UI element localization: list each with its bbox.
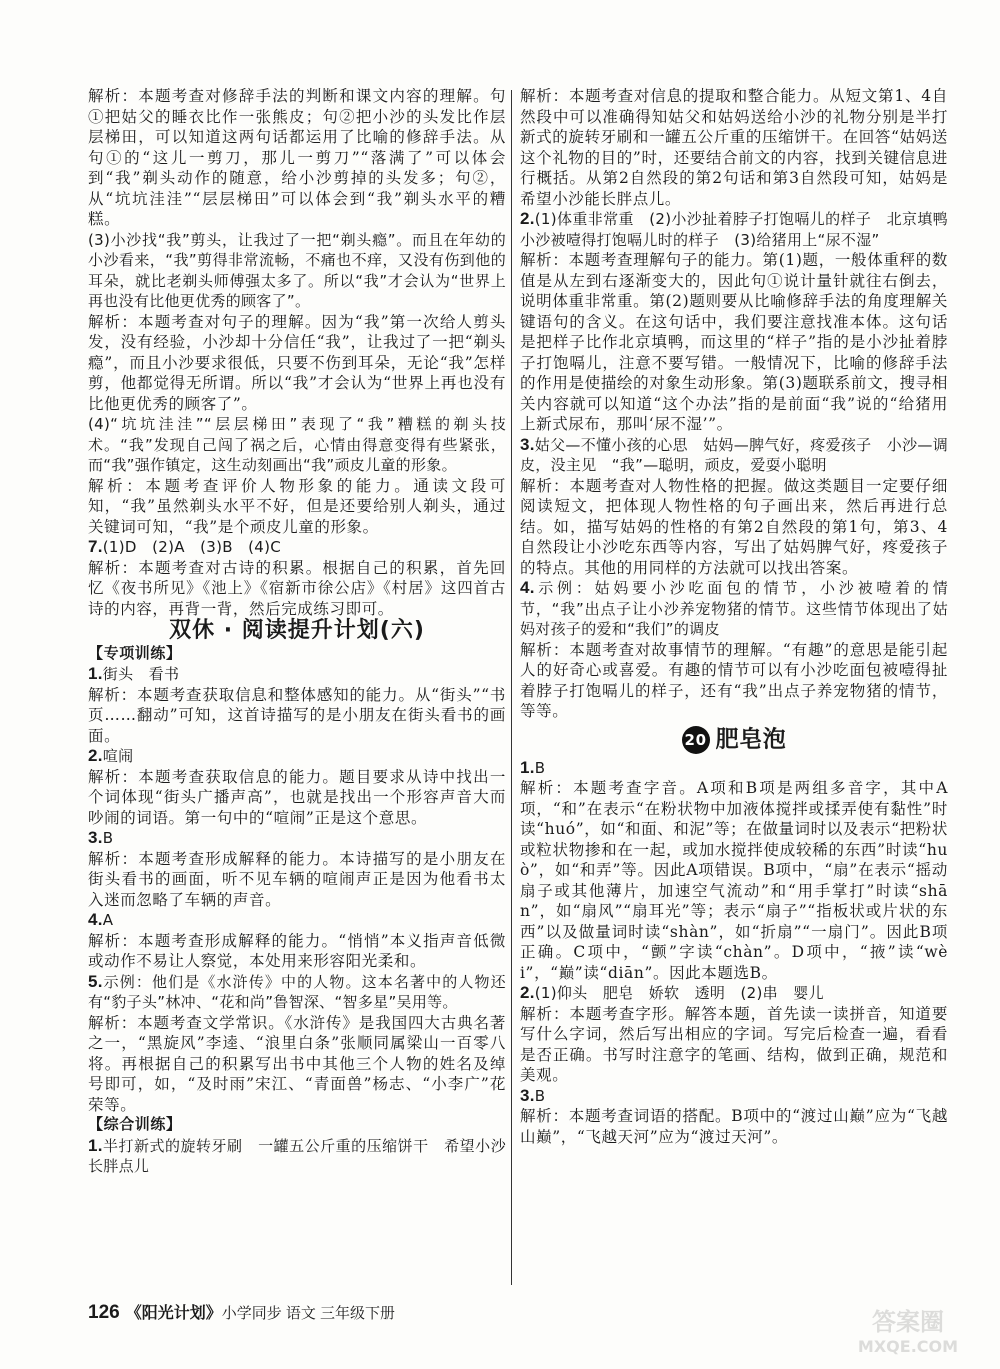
- brand-name: 《阳光计划》: [125, 1305, 222, 1322]
- page-number: 126: [88, 1302, 120, 1323]
- answer-text: (4)“坑坑洼洼”“层层梯田”表现了“我”糟糕的剃头技术。“我”发现自己闯了祸之后，心情由得意变得有些紧张，而“我”强作镇定，这生动刻画出“我”顽皮儿童的形象。: [88, 415, 506, 474]
- answer-5: [88, 972, 506, 1013]
- analysis-paragraph: 解析：本题考查对信息的提取和整合能力。从短文第1、4自然段中可以准确得知姑父和姑妈送给小沙的礼物分别是半打新式的旋转牙刷和一罐五公斤重的压缩饼干。在回答“姑妈送这个礼物的目的”时，还要结合前文的内容，找到关键信息进行概括。从第2自然段的第2句话和第3自然段可知，姑妈是希望小沙能长胖点儿。: [520, 87, 948, 208]
- answer-value: B: [102, 829, 114, 847]
- answer-value: B: [534, 1086, 546, 1105]
- analysis-paragraph: 解析：本题考查对故事情节的理解。“有趣”的意思是能引起人的好奇心或喜爱。有趣的情节可以有小沙吃面包被噎得扯着脖子打饱嗝儿的样子，还有“我”出点子养宠物猪的情节，等等。: [520, 640, 948, 720]
- answer-1: [520, 758, 948, 779]
- section-title: 双休 · 阅读提升计划(六): [169, 618, 425, 643]
- question-number: 1.: [520, 757, 535, 777]
- lesson-number-badge: 20: [682, 726, 710, 754]
- answer-2: [520, 209, 964, 250]
- answer-1: [88, 664, 506, 685]
- watermark-line2: MXQE.COM: [857, 1337, 959, 1356]
- lesson-title: 肥皂泡: [715, 726, 787, 752]
- answer-value: (1)D (2)A (3)B (4)C: [102, 538, 282, 556]
- analysis-paragraph: 解析：本题考查对人物性格的把握。做这类题目一定要仔细阅读短文，把体现人物性格的句子画出来，然后再进行总结。如，描写姑妈的性格的有第2自然段的第1句，第3、4自然段让小沙吃东西等内容，写出了姑妈脾气好，疼爱孩子的特点。其他的用同样的方法就可以找出答案。: [520, 476, 948, 577]
- analysis-paragraph: 解析：本题考查字音。A项和B项是两组多音字，其中A项，“和”在表示“在粉状物中加液体搅拌或揉弄使有黏性”时读“huó”，如“和面、和泥”等；在做量词时以及表示“把粉状或粒状物掺和在一起，或加水搅拌使成较稀的东西”时读“huò”，如“和弄”等。因此A项错误。B项中，“扇”在表示“摇动扇子或其他薄片，加速空气流动”和“用手掌打”时读“shān”，如“扇风”“扇耳光”等；表示“扇子”“指板状或片状的东西”以及做量词时读“shàn”，如“折扇”“一扇门”。因此B项正确。C项中，“颤”字读“chàn”。D项中，“掖”读“wèi”，“巅”读“diān”。因此本题选B。: [520, 779, 948, 982]
- answer-3: [520, 1086, 948, 1107]
- question-number: 3.: [520, 434, 535, 454]
- book-subtitle: 小学同步 语文 三年级下册: [221, 1305, 396, 1322]
- question-number: 2.: [520, 209, 535, 228]
- answer-value: A: [102, 911, 114, 929]
- question-number: 4.: [88, 910, 103, 929]
- analysis-paragraph: 解析：本题考查对修辞手法的判断和课文内容的理解。句①把姑父的睡衣比作一张熊皮；句②把小沙的头发比作层层梯田，可以知道这两句话都运用了比喻的修辞手法。从句①的“这儿一剪刀，那儿一剪刀”“落满了”可以体会到“我”剃头动作的随意，给小沙剪掉的头发多；句②，从“坑坑洼洼”“层层梯田”可以体会到“我”剃头水平的糟糕。: [88, 87, 506, 228]
- analysis-paragraph: 解析：本题考查文学常识。《水浒传》是我国四大古典名著之一，“黑旋风”李逵、“浪里白条”张顺同属梁山一百零八将。再根据自己的积累写出书中其他三个人物的姓名及绰号即可，如，“及时雨”宋江、“青面兽”杨志、“小李广”花荣等。: [88, 1013, 506, 1114]
- analysis-paragraph: 解析：本题考查评价人物形象的能力。通读文段可知，“我”虽然剃头水平不好，但是还要给别人剃头，通过关键词可知，“我”是个顽皮儿童的形象。: [88, 476, 506, 536]
- analysis-paragraph: 解析：本题考查对古诗的积累。根据自己的积累，首先回忆《夜书所见》《池上》《宿新市徐公店》《村居》这四首古诗的内容，再背一背，然后完成练习即可。: [88, 558, 506, 618]
- analysis-paragraph: 解析：本题考查形成解释的能力。本诗描写的是小朋友在街头看书的画面，听不见车辆的喧闹声正是因为他看书太入迷而忽略了车辆的声音。: [88, 849, 506, 909]
- answer-value: 喧闹: [102, 747, 134, 765]
- answer-3: [88, 828, 506, 849]
- answer-value: (1)体重非常重 (2)小沙扯着脖子打饱嗝儿的样子 北京填鸭 小沙被噎得打饱嗝儿时的样子 (3)给猪用上“尿不湿”: [520, 210, 964, 249]
- question-number: 3.: [88, 828, 103, 847]
- answer-3: [520, 435, 948, 476]
- analysis-paragraph: 解析：本题考查对句子的理解。因为“我”第一次给人剪头发，没有经验，小沙却十分信任“我”，让我过了一把“剃头瘾”，而且小沙要求很低，只要不伤到耳朵，无论“我”怎样剪，他都觉得无所谓。所以“我”才会认为“世界上再也没有比他更优秀的顾客了”。: [88, 312, 506, 413]
- question-number: 4.: [520, 578, 535, 597]
- question-7-answer: [88, 537, 506, 558]
- answer-value: 半打新式的旋转牙刷 一罐五公斤重的压缩饼干 希望小沙长胖点儿: [88, 1136, 506, 1175]
- answer-4: [88, 910, 506, 931]
- watermark-logo: [838, 1302, 978, 1358]
- answer-value: 街头 看书: [102, 665, 180, 683]
- analysis-paragraph: 解析：本题考查词语的搭配。B项中的“渡过山巅”应为“飞越山巅”，“飞越天河”应为“渡过天河”。: [520, 1107, 948, 1146]
- answer-value: 示例：他们是《水浒传》中的人物。这本名著中的人物还有“豹子头”林冲、“花和尚”鲁智深、“智多星”吴用等。: [88, 972, 506, 1011]
- section-label: 【专项训练】: [88, 644, 182, 662]
- watermark-line1: 答案圈: [872, 1308, 944, 1336]
- question-number: 2.: [88, 746, 103, 765]
- answer-4: [520, 578, 948, 640]
- left-column: [88, 86, 506, 1177]
- answer-value: 示例：姑妈要小沙吃面包的情节，小沙被噎着的情节，“我”出点子让小沙养宠物猪的情节。这些情节体现出了姑妈对孩子的爱和“我们”的调皮: [520, 579, 948, 638]
- analysis-paragraph: 解析：本题考查理解句子的能力。第(1)题，一般体重秤的数值是从左到右逐渐变大的，因此句①说计量针就往右倒去，说明体重非常重。第(2)题则要从比喻修辞手法的角度理解关键语句的含义。在这句话中，我们要注意找准本体。这句话是把样子比作北京填鸭，而这里的“样子”指的是小沙扯着脖子打饱嗝儿，注意不要写错。一般情况下，比喻的修辞手法的作用是使描绘的对象生动形象。第(3)题联系前文，搜寻相关内容就可以知道“这个办法”指的是前面“我”说的“给猪用上新式尿布，那叫‘尿不湿’”。: [520, 251, 949, 433]
- answer-value: B: [534, 758, 546, 777]
- analysis-paragraph: 解析：本题考查字形。解答本题，首先读一读拼音，知道要写什么字词，然后写出相应的字词。写完后检查一遍，看看是否正确。书写时注意字的笔画、结构，做到正确，规范和美观。: [520, 1004, 948, 1084]
- analysis-paragraph: 解析：本题考查获取信息的能力。题目要求从诗中找出一个词体现“街头广播声高”，也就是找出一个形容声音大而吵闹的词语。第一句中的“喧闹”正是这个意思。: [88, 767, 506, 827]
- lesson-heading: [520, 726, 948, 754]
- section-label: 【综合训练】: [88, 1116, 182, 1133]
- analysis-paragraph: 解析：本题考查获取信息和整体感知的能力。从“街头”“书页……翻动”可知，这首诗描写的是小朋友在街头看书的画面。: [88, 685, 506, 745]
- answer-2: [88, 746, 506, 767]
- question-number: 2.: [520, 983, 535, 1002]
- answer-value: 姑父—不懂小孩的心思 姑妈—脾气好，疼爱孩子 小沙—调皮，没主见 “我”—聪明，顽皮，爱耍小聪明: [520, 435, 948, 474]
- analysis-paragraph: 解析：本题考查形成解释的能力。“悄悄”本义指声音低微或动作不易让人察觉，本处用来形容阳光柔和。: [88, 931, 506, 970]
- question-number: 3.: [520, 1085, 535, 1105]
- answer-2: [520, 983, 948, 1004]
- page-footer: [88, 1300, 395, 1324]
- right-column: [520, 86, 964, 1147]
- question-number: 5.: [88, 971, 103, 991]
- question-number: 7.: [88, 537, 103, 556]
- answer-1: [88, 1136, 506, 1177]
- question-number: 1.: [88, 664, 103, 683]
- answer-text: (3)小沙找“我”剪头，让我过了一把“剃头瘾”。而且在年幼的小沙看来，“我”剪得非常流畅，不痛也不痒，又没有伤到他的耳朵，就比老剃头师傅强太多了。所以“我”才会认为“世界上再也没有比他更优秀的顾客了”。: [88, 230, 506, 310]
- column-divider: [511, 90, 512, 1285]
- answer-value: (1)仰头 肥皂 娇软 透明 (2)串 婴儿: [534, 984, 824, 1002]
- question-number: 1.: [88, 1135, 103, 1155]
